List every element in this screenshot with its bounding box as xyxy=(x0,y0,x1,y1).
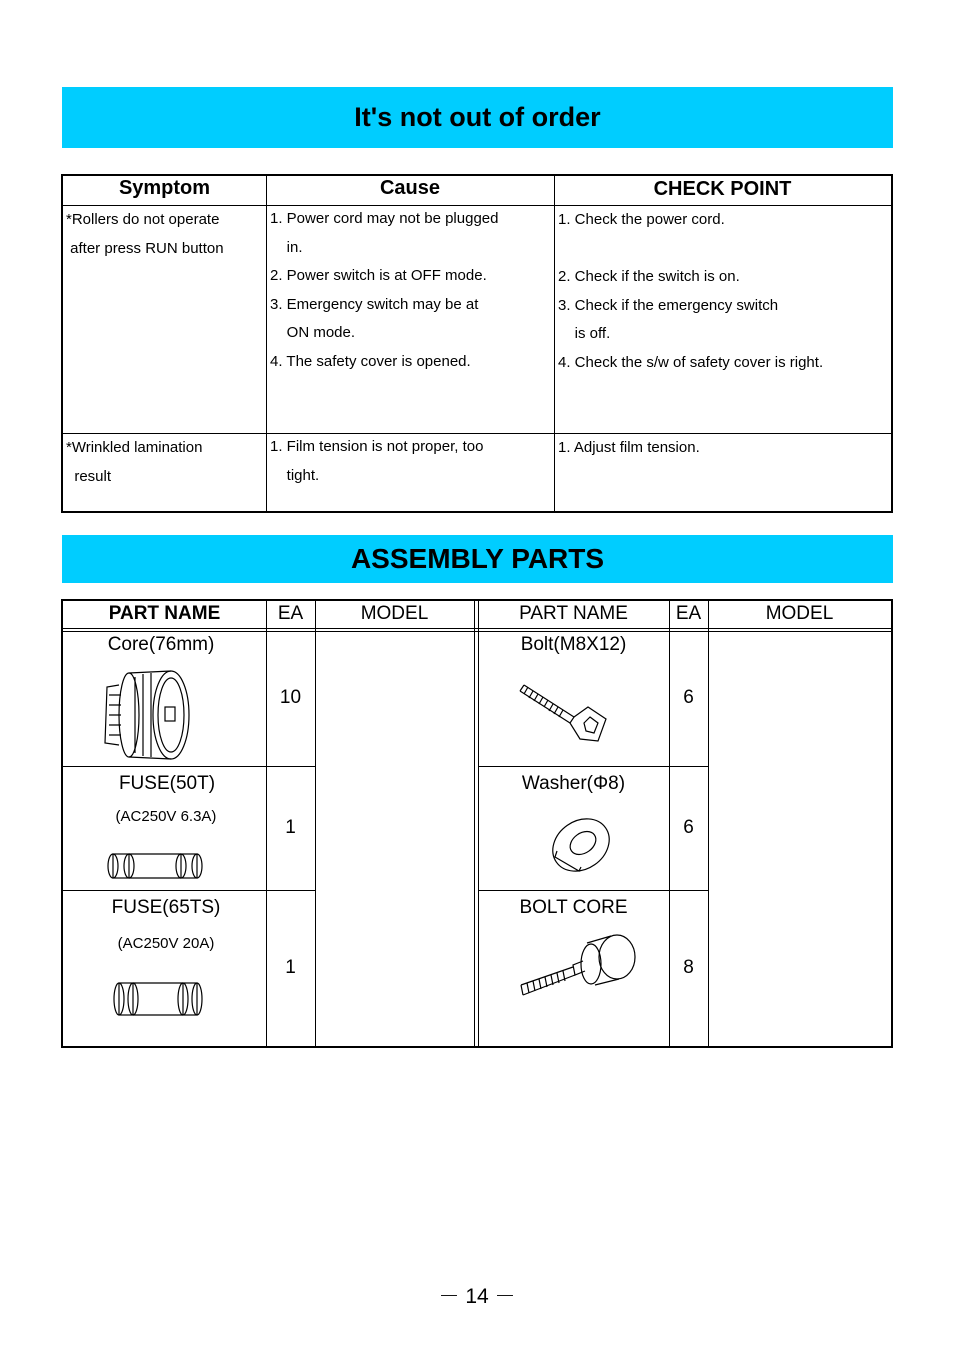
column-divider xyxy=(478,601,479,1046)
part-quantity: 6 xyxy=(683,687,694,708)
column-divider xyxy=(708,601,709,1046)
bolt-icon xyxy=(518,677,610,747)
part-name-header: PART NAME xyxy=(519,603,628,624)
column-divider xyxy=(554,176,555,511)
cause-cell: 1. Film tension is not proper, too tight. xyxy=(270,438,484,484)
page-number: － 14 － xyxy=(438,1285,516,1308)
part-name: Washer(Φ8) xyxy=(521,773,626,794)
core-icon xyxy=(99,665,195,765)
row-divider xyxy=(478,766,709,767)
part-name: Core(76mm) xyxy=(107,634,215,655)
part-name: FUSE(65TS) xyxy=(111,897,221,918)
check-point-cell: 1. Adjust film tension. xyxy=(558,439,700,456)
part-rating: (AC250V 6.3A) xyxy=(115,808,217,825)
model-header: MODEL xyxy=(360,603,429,624)
cause-cell: 1. Power cord may not be plugged in. 2. Power switch is at OFF mode. 3. Emergency switch may be at ON mode. 4. The safety cover is opened. xyxy=(270,210,499,370)
column-divider xyxy=(315,601,316,1046)
column-divider xyxy=(266,176,267,511)
ea-header: EA xyxy=(675,603,702,624)
part-rating: (AC250V 20A) xyxy=(117,935,215,952)
bolt-core-icon xyxy=(515,929,641,1007)
symptom-cell: *Rollers do not operate after press RUN button xyxy=(66,211,224,257)
row-divider xyxy=(63,766,316,767)
row-divider xyxy=(478,890,709,891)
column-divider xyxy=(474,601,475,1046)
row-divider xyxy=(63,890,316,891)
fuse-icon xyxy=(105,851,205,881)
part-name: BOLT CORE xyxy=(519,897,628,918)
part-name-header: PART NAME xyxy=(108,603,221,624)
part-name: FUSE(50T) xyxy=(118,773,216,794)
header-divider xyxy=(63,631,891,632)
symptom-cell: *Wrinkled lamination result xyxy=(66,439,203,485)
header-divider xyxy=(63,628,891,629)
check-point-header: CHECK POINT xyxy=(653,178,792,200)
fuse-icon xyxy=(111,979,207,1019)
symptom-header: Symptom xyxy=(118,177,211,199)
part-quantity: 6 xyxy=(683,817,694,838)
washer-icon xyxy=(547,811,617,877)
model-header: MODEL xyxy=(765,603,834,624)
assembly-parts-table xyxy=(61,599,893,1048)
part-quantity: 1 xyxy=(285,817,296,838)
troubleshooting-title: It's not out of order xyxy=(62,87,893,148)
part-name: Bolt(M8X12) xyxy=(520,634,627,655)
check-point-cell: 1. Check the power cord. 2. Check if the switch is on. 3. Check if the emergency switch is off. 4. Check the s/w of safety cover is right. xyxy=(558,211,824,371)
cause-header: Cause xyxy=(379,177,441,199)
troubleshooting-table xyxy=(61,174,893,513)
assembly-parts-title: ASSEMBLY PARTS xyxy=(62,535,893,583)
part-quantity: 1 xyxy=(285,957,296,978)
part-quantity: 8 xyxy=(683,957,694,978)
part-quantity: 10 xyxy=(279,687,302,708)
ea-header: EA xyxy=(277,603,304,624)
